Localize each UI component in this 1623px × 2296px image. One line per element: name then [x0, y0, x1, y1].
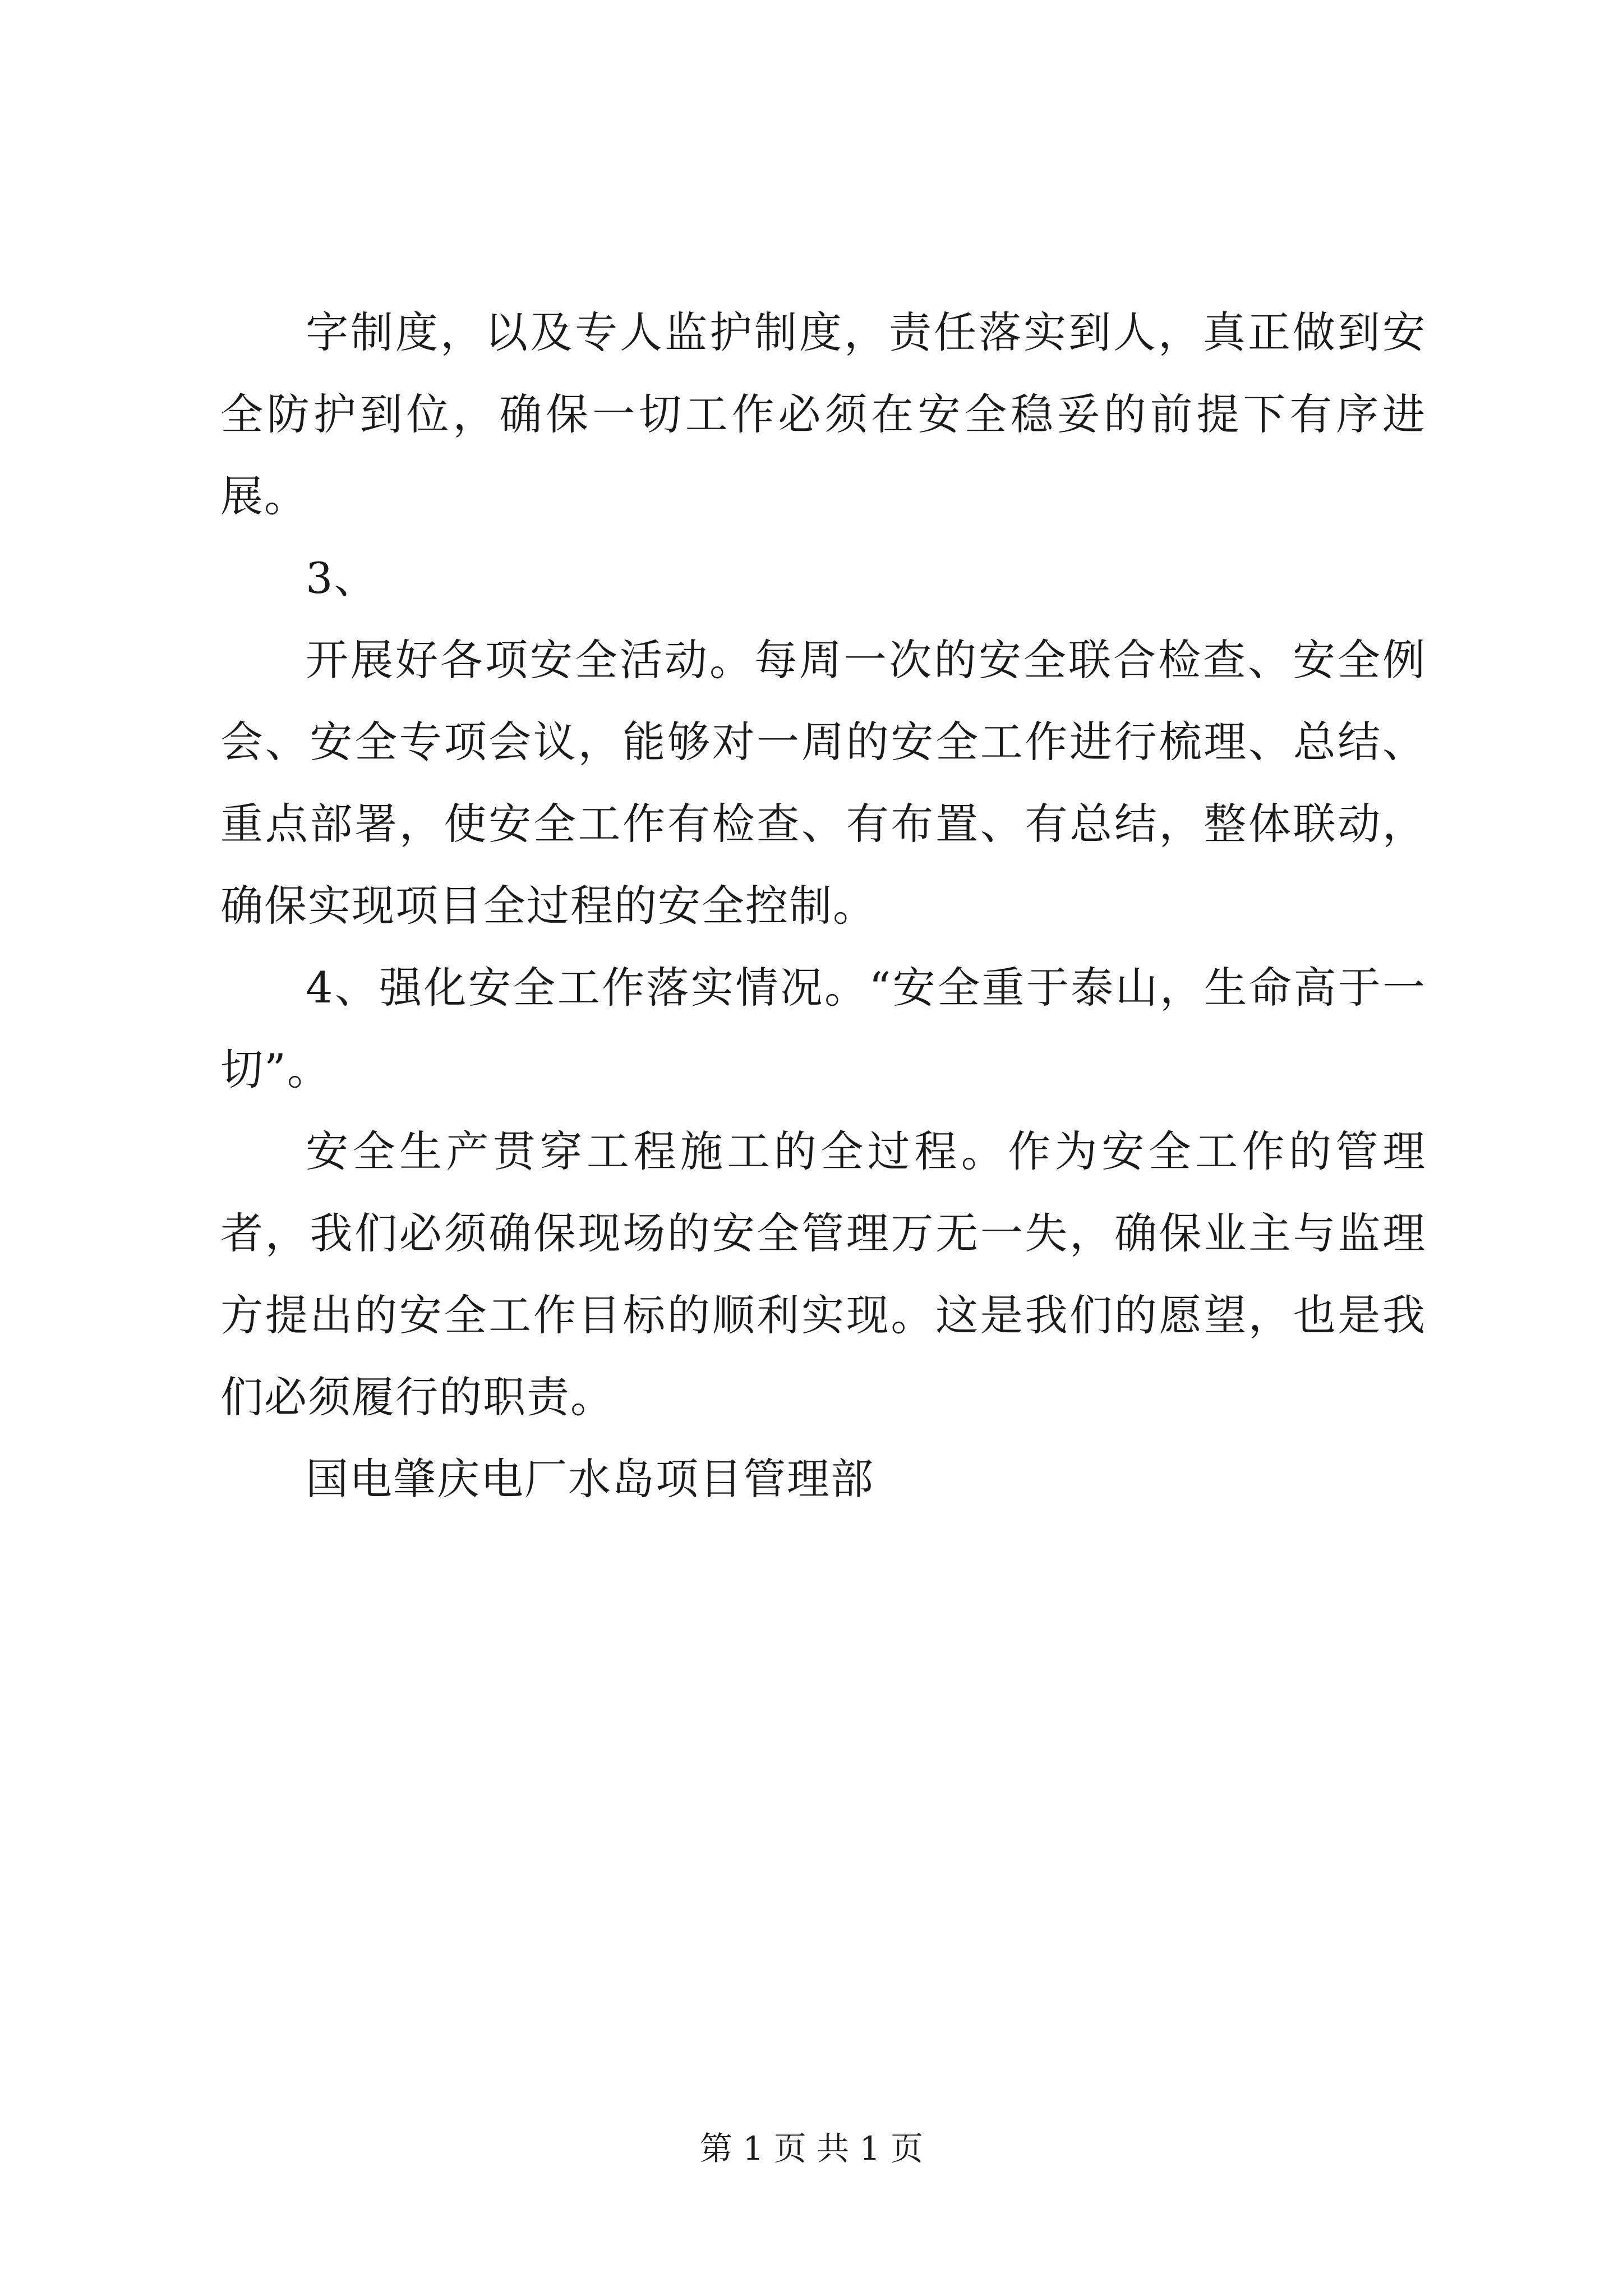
paragraph-safety-supervision: 字制度，以及专人监护制度，责任落实到人，真正做到安全防护到位，确保一切工作必须在安全稳妥的前提下有序进展。 [220, 307, 1426, 521]
paragraph-item-4-implementation: 4、强化安全工作落实情况。“安全重于泰山，生命高于一切”。 [220, 963, 1426, 1094]
document-body [220, 292, 1426, 1520]
paragraph-safety-activities: 开展好各项安全活动。每周一次的安全联合检查、安全例会、安全专项会议，能够对一周的安全工作进行梳理、总结、重点部署，使安全工作有检查、有布置、有总结，整体联动，确保实现项目全过程的安全控制。 [220, 635, 1426, 931]
paragraph-conclusion: 安全生产贯穿工程施工的全过程。作为安全工作的管理者，我们必须确保现场的安全管理万无一失，确保业主与监理方提出的安全工作目标的顺利实现。这是我们的愿望，也是我们必须履行的职责。 [220, 1126, 1426, 1422]
paragraph-item-3-number: 3、 [306, 553, 378, 603]
page-number-footer: 第 1 页 共 1 页 [700, 2129, 923, 2168]
signature-organization: 国电肇庆电厂水岛项目管理部 [306, 1454, 874, 1504]
